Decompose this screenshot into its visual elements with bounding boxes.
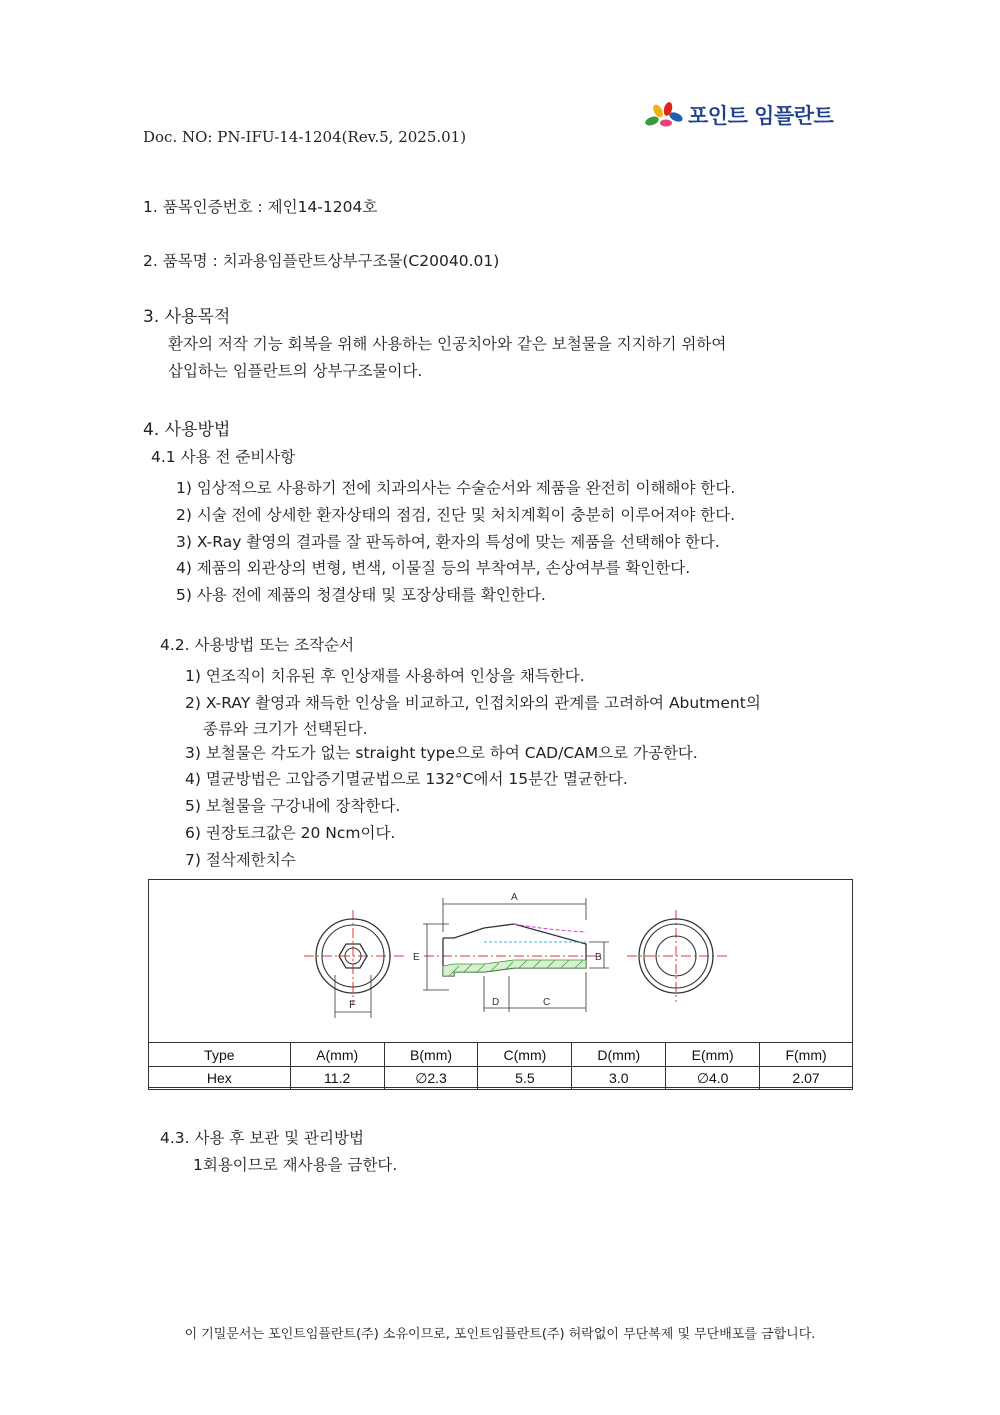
table-cell: 11.2 <box>290 1067 384 1090</box>
table-cell: 3.0 <box>572 1067 666 1090</box>
table-row <box>149 1067 853 1090</box>
table-cell: ∅2.3 <box>384 1067 478 1090</box>
procedure-item: 1) 연조직이 치유된 후 인상재를 사용하여 인상을 채득한다. <box>185 667 585 685</box>
table-cell: 5.5 <box>478 1067 572 1090</box>
storage-line: 1회용이므로 재사용을 금한다. <box>193 1156 398 1174</box>
table-cell: Hex <box>149 1067 291 1090</box>
dim-label-e: E <box>413 952 420 963</box>
company-logo <box>644 100 833 130</box>
procedure-item: 7) 절삭제한치수 <box>185 851 296 869</box>
preparation-item: 4) 제품의 외관상의 변형, 변색, 이물질 등의 부착여부, 손상여부를 확인한다. <box>176 559 691 577</box>
preparation-item: 5) 사용 전에 제품의 청결상태 및 포장상태를 확인한다. <box>176 586 546 604</box>
procedure-item: 6) 권장토크값은 20 Ncm이다. <box>185 824 396 842</box>
procedure-item-continued: 종류와 크기가 선택된다. <box>203 720 368 738</box>
table-header-cell: A(mm) <box>290 1043 384 1067</box>
document-number: Doc. NO: PN-IFU-14-1204(Rev.5, 2025.01) <box>143 128 467 146</box>
certification-number: 1. 품목인증번호 : 제인14-1204호 <box>143 198 378 216</box>
table-header-cell: B(mm) <box>384 1043 478 1067</box>
logo-text: 포인트 임플란트 <box>688 104 834 128</box>
abutment-side-view <box>413 892 609 1012</box>
logo-petals-icon <box>644 101 686 129</box>
table-header-cell: D(mm) <box>572 1043 666 1067</box>
table-header-cell: E(mm) <box>666 1043 760 1067</box>
purpose-line-2: 삽입하는 임플란트의 상부구조물이다. <box>168 362 423 380</box>
table-header-cell: Type <box>149 1043 291 1067</box>
dim-label-b: B <box>595 952 602 963</box>
hex-top-view <box>304 910 404 1018</box>
preparation-heading: 4.1 사용 전 준비사항 <box>151 448 296 466</box>
usage-heading: 4. 사용방법 <box>143 420 231 440</box>
dim-label-a: A <box>511 892 518 903</box>
procedure-item: 4) 멸균방법은 고압증기멸균법으로 132°C에서 15분간 멸균한다. <box>185 770 628 788</box>
purpose-line-1: 환자의 저작 기능 회복을 위해 사용하는 인공치아와 같은 보철물을 지지하기 위하여 <box>168 335 727 353</box>
table-header-row <box>149 1043 853 1067</box>
abutment-bottom-view <box>627 910 727 1002</box>
table-cell: ∅4.0 <box>666 1067 760 1090</box>
storage-heading: 4.3. 사용 후 보관 및 관리방법 <box>160 1129 364 1147</box>
purpose-heading: 3. 사용목적 <box>143 307 231 327</box>
procedure-heading: 4.2. 사용방법 또는 조작순서 <box>160 636 355 654</box>
preparation-item: 2) 시술 전에 상세한 환자상태의 점검, 진단 및 처치계획이 충분히 이루어져야 한다. <box>176 506 736 524</box>
product-name: 2. 품목명 : 치과용임플란트상부구조물(C20040.01) <box>143 252 500 270</box>
dim-label-c: C <box>543 997 551 1008</box>
table-header-cell: F(mm) <box>760 1043 853 1067</box>
preparation-item: 3) X-Ray 촬영의 결과를 잘 판독하여, 환자의 특성에 맞는 제품을 선택해야 한다. <box>176 533 720 551</box>
dim-label-d: D <box>492 997 500 1008</box>
dim-label-f: F <box>349 999 356 1011</box>
confidentiality-footer: 이 기밀문서는 포인트임플란트(주) 소유이므로, 포인트임플란트(주) 허락없이 무단복제 및 무단배포를 금합니다. <box>184 1327 816 1342</box>
procedure-item: 2) X-RAY 촬영과 채득한 인상을 비교하고, 인접치와의 관계를 고려하여 Abutment의 <box>185 694 761 712</box>
table-cell: 2.07 <box>760 1067 853 1090</box>
preparation-item: 1) 임상적으로 사용하기 전에 치과의사는 수술순서와 제품을 완전히 이해해야 한다. <box>176 479 736 497</box>
table-header-cell: C(mm) <box>478 1043 572 1067</box>
dimension-table <box>148 1042 853 1090</box>
procedure-item: 3) 보철물은 각도가 없는 straight type으로 하여 CAD/CAM으로 가공한다. <box>185 744 698 762</box>
procedure-item: 5) 보철물을 구강내에 장착한다. <box>185 797 401 815</box>
